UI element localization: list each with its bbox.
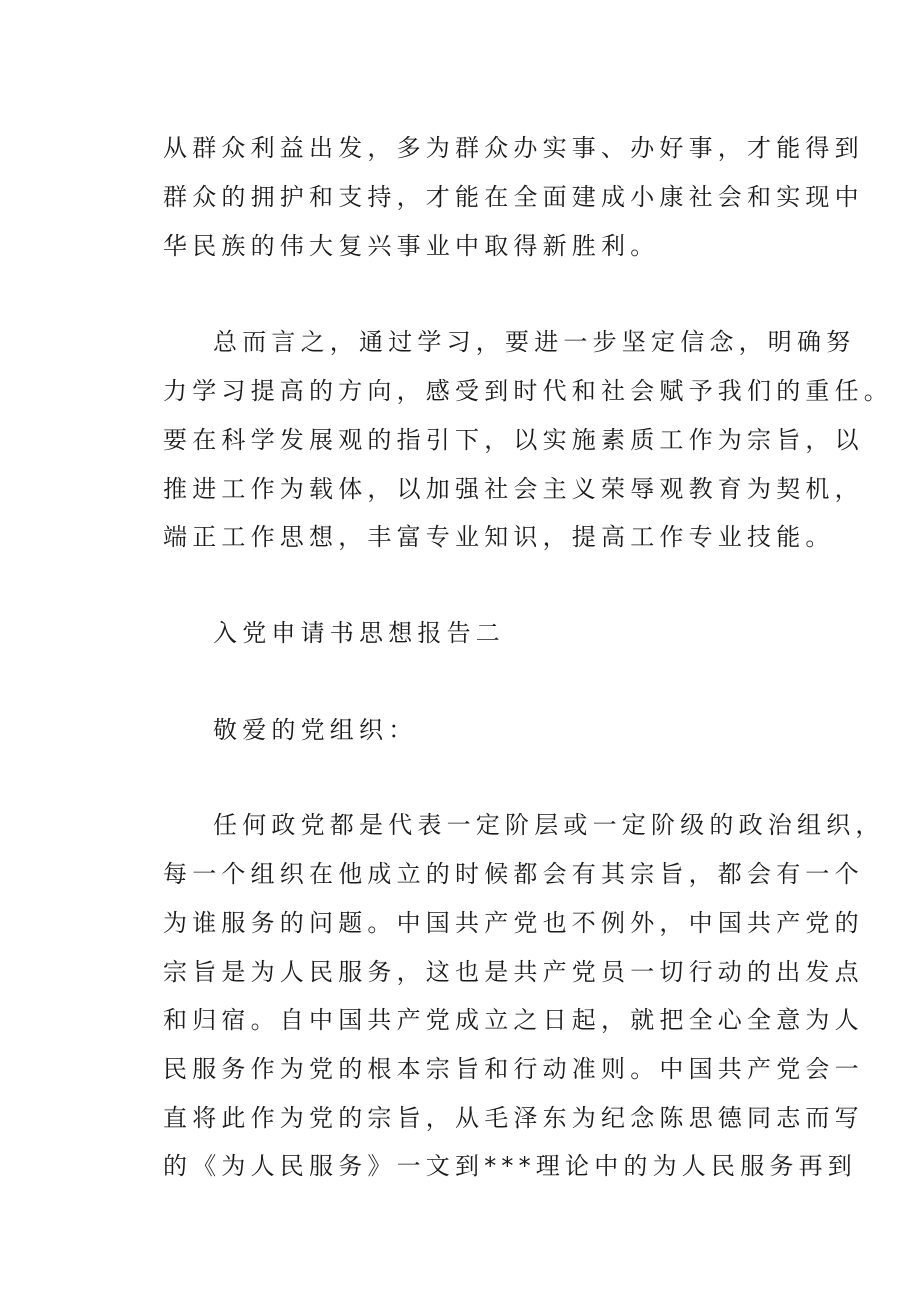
paragraph-line: 任何政党都是代表一定阶层或一定阶级的政治组织， (213, 811, 885, 839)
paragraph-line: 为谁服务的问题。中国共产党也不例外，中国共产党的 (163, 909, 864, 937)
paragraph-line: 华民族的伟大复兴事业中取得新胜利。 (163, 232, 660, 260)
paragraph-line: 端正工作思想，丰富专业知识，提高工作专业技能。 (163, 523, 835, 551)
paragraph-line: 民服务作为党的根本宗旨和行动准则。中国共产党会一 (163, 1055, 864, 1083)
paragraph-line: 推进工作为载体，以加强社会主义荣辱观教育为契机， (163, 475, 864, 503)
heading-text: 入党申请书思想报告二 (213, 619, 505, 647)
paragraph-line: 和归宿。自中国共产党成立之日起，就把全心全意为人 (163, 1006, 864, 1034)
salutation-text: 敬爱的党组织： (213, 716, 418, 744)
paragraph-line: 总而言之，通过学习，要进一步坚定信念，明确努 (213, 328, 856, 356)
paragraph-line: 要在科学发展观的指引下，以实施素质工作为宗旨，以 (163, 426, 864, 454)
paragraph-line: 直将此作为党的宗旨，从毛泽东为纪念陈思德同志而写 (163, 1104, 864, 1132)
paragraph-line: 力学习提高的方向，感受到时代和社会赋予我们的重任。 (163, 377, 893, 405)
paragraph-line: 宗旨是为人民服务，这也是共产党员一切行动的出发点 (163, 958, 864, 986)
paragraph-line: 的《为人民服务》一文到***理论中的为人民服务再到 (163, 1152, 857, 1180)
paragraph-line: 群众的拥护和支持，才能在全面建成小康社会和实现中 (163, 183, 864, 211)
paragraph-line: 每一个组织在他成立的时候都会有其宗旨，都会有一个 (163, 860, 864, 888)
paragraph-line: 从群众利益出发，多为群众办实事、办好事，才能得到 (163, 134, 864, 162)
